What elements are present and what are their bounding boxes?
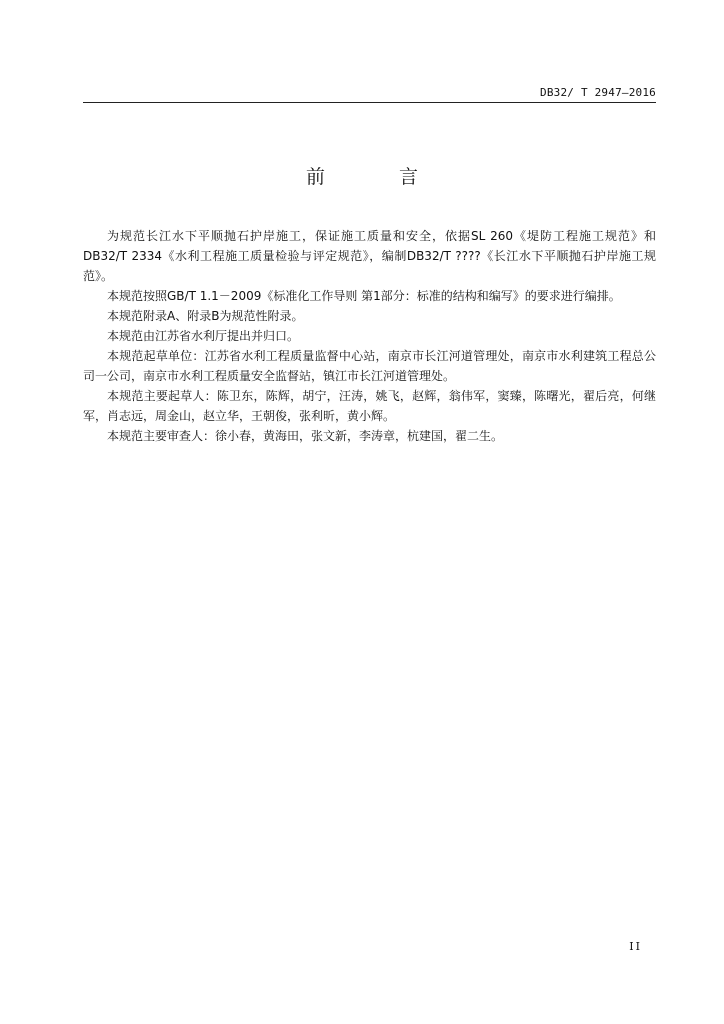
paragraph-reviewers: 本规范主要审查人：徐小春，黄海田，张文新，李涛章，杭建国，翟二生。 (107, 429, 504, 443)
page-title: 前 言 (305, 166, 453, 188)
page-number: II (629, 940, 642, 953)
header-rule (83, 102, 656, 103)
paragraph-format: 本规范按照GB/T 1.1－2009《标准化工作导则 第1部分：标准的结构和编写》的要求进行编排。 (107, 289, 621, 303)
document-header-code: DB32/ T 2947—2016 (540, 86, 656, 99)
paragraph-proposer: 本规范由江苏省水利厅提出并归口。 (107, 329, 300, 343)
paragraph-appendix: 本规范附录A、附录B为规范性附录。 (107, 309, 304, 323)
document-body (83, 226, 656, 446)
paragraph-purpose: 为规范长江水下平顺抛石护岸施工，保证施工质量和安全，依据SL 260《堤防工程施工规范》和DB32/T 2334《水利工程施工质量检验与评定规范》，编制DB32/T ????《长江水下平顺抛石护岸施工规范》。 (83, 229, 656, 283)
paragraph-drafting-units: 本规范起草单位：江苏省水利工程质量监督中心站，南京市长江河道管理处，南京市水利建筑工程总公司一公司，南京市水利工程质量安全监督站，镇江市长江河道管理处。 (83, 349, 656, 383)
paragraph-drafters: 本规范主要起草人：陈卫东，陈辉，胡宁，汪涛，姚飞，赵辉，翁伟军，窦臻，陈曙光，翟后亮，何继军，肖志远，周金山，赵立华，王朝俊，张利昕，黄小辉。 (83, 389, 656, 423)
